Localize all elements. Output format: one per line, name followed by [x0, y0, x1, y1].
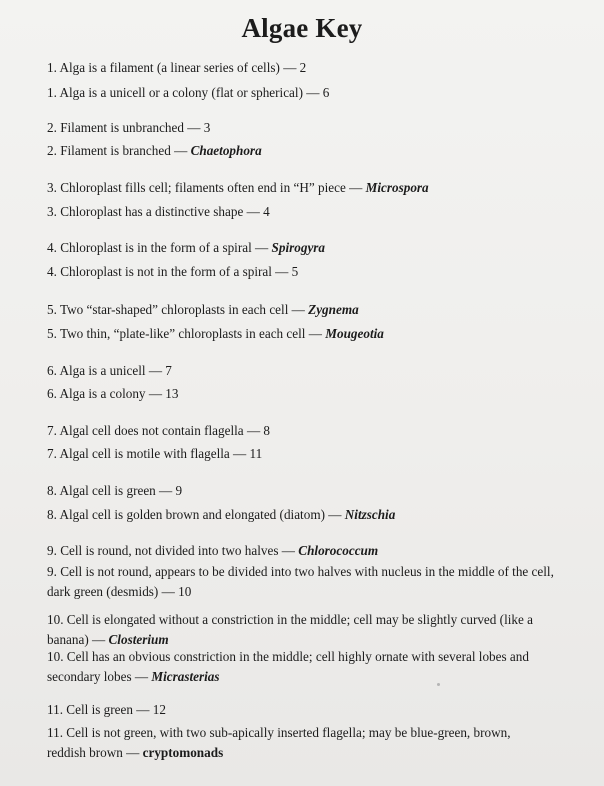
key-line-text: 6. Alga is a colony — 13 [47, 386, 179, 401]
key-line-7b [47, 444, 262, 464]
key-line-text: 11. Cell is not green, with two sub-apically inserted flagella; may be blue-green, brown, reddish brown — [47, 725, 511, 760]
paper-speck [437, 683, 440, 686]
key-line-1b [47, 83, 329, 103]
key-line-2a [47, 118, 210, 138]
key-line-text: 8. Algal cell is golden brown and elongated (diatom) — [47, 507, 345, 522]
key-line-text: 1. Alga is a filament (a linear series of cells) — 2 [47, 60, 307, 75]
taxon-name: Microspora [365, 180, 429, 195]
key-line-text: 5. Two thin, “plate-like” chloroplasts in each cell — [47, 326, 326, 341]
key-line-11a [47, 700, 166, 720]
key-line-6b [47, 384, 179, 404]
key-line-8b [47, 505, 395, 525]
key-line-8a [47, 481, 182, 501]
taxon-name: Micrasterias [151, 669, 220, 684]
taxon-name: Chlorococcum [298, 543, 379, 558]
key-line-text: 10. Cell is elongated without a constriction in the middle; cell may be slightly curved (like a banana) — [47, 612, 533, 647]
key-line-text: 4. Chloroplast is not in the form of a spiral — 5 [47, 264, 299, 279]
key-line-text: 11. Cell is green — 12 [47, 702, 166, 717]
key-line-10b [47, 647, 562, 687]
key-line-4a [47, 238, 325, 258]
key-line-2b [47, 141, 262, 161]
key-line-5b [47, 324, 384, 344]
taxon-name: Zygnema [308, 302, 359, 317]
key-line-text: 9. Cell is not round, appears to be divided into two halves with nucleus in the middle of the cell, dark green (desmids) — 10 [47, 564, 554, 599]
key-line-text: 2. Filament is unbranched — 3 [47, 120, 211, 135]
taxon-name: cryptomonads [142, 745, 224, 760]
key-line-7a [47, 421, 270, 441]
key-line-text: 3. Chloroplast has a distinctive shape — 4 [47, 204, 270, 219]
key-line-text: 2. Filament is branched — [47, 143, 191, 158]
key-line-text: 3. Chloroplast fills cell; filaments often end in “H” piece — [47, 180, 366, 195]
taxon-name: Chaetophora [190, 143, 262, 158]
key-line-9b [47, 562, 557, 602]
key-line-text: 6. Alga is a unicell — 7 [47, 363, 172, 378]
key-line-text: 8. Algal cell is green — 9 [47, 483, 183, 498]
key-line-text: 7. Algal cell does not contain flagella — 8 [47, 423, 271, 438]
taxon-name: Nitzschia [344, 507, 396, 522]
page-title: Algae Key [241, 13, 363, 43]
taxon-name: Closterium [108, 632, 169, 647]
taxon-name: Mougeotia [325, 326, 384, 341]
taxon-name: Spirogyra [271, 240, 326, 255]
key-line-1a [47, 58, 306, 78]
key-line-3b [47, 202, 270, 222]
key-line-3a [47, 178, 429, 198]
key-line-text: 7. Algal cell is motile with flagella — 11 [47, 446, 263, 461]
key-line-text: 5. Two “star-shaped” chloroplasts in each cell — [47, 302, 309, 317]
key-line-text: 9. Cell is round, not divided into two halves — [47, 543, 299, 558]
key-line-9a [47, 541, 378, 561]
key-line-11b [47, 723, 552, 763]
key-line-text: 4. Chloroplast is in the form of a spiral — [47, 240, 272, 255]
key-line-4b [47, 262, 298, 282]
key-line-6a [47, 361, 172, 381]
key-line-5a [47, 300, 359, 320]
key-line-text: 1. Alga is a unicell or a colony (flat or spherical) — 6 [47, 85, 330, 100]
key-line-10a [47, 610, 562, 650]
key-line-text: 10. Cell has an obvious constriction in the middle; cell highly ornate with several lobes and secondary lobes — [47, 649, 529, 684]
